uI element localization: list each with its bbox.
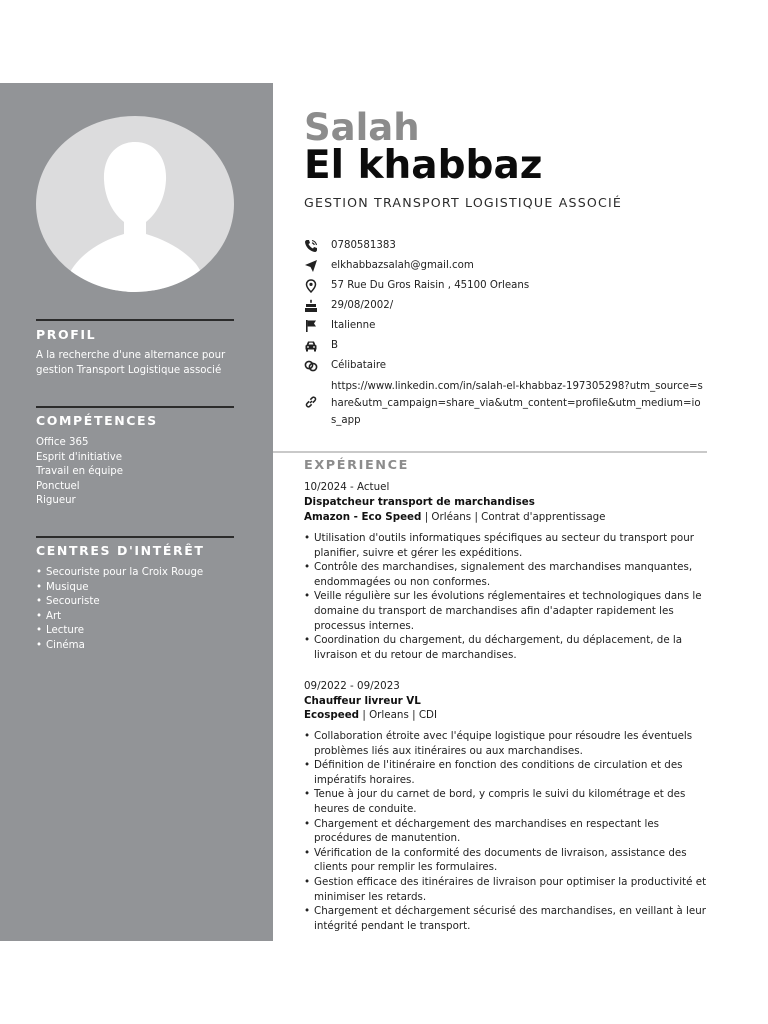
task-item: • Définition de l'itinéraire en fonction des conditions de circulation et des impératifs horaires. [304,758,714,787]
interests-heading: CENTRES D'INTÉRÊT [36,543,205,558]
email-text: elkhabbazsalah@gmail.com [331,260,474,271]
interest-item: • Musique [36,581,203,596]
skill-item: Office 365 [36,437,89,448]
link-icon [304,394,318,408]
job-dates: 10/2024 - Actuel [304,481,390,493]
contact-birthdate [304,297,393,314]
contact-nationality [304,317,375,334]
contact-status [304,357,386,374]
task-item: • Collaboration étroite avec l'équipe logistique pour résoudre les éventuels problèmes liés aux itinéraires ou aux marchandises. [304,729,714,758]
last-name: El khabbaz [304,143,543,188]
profile-heading: PROFIL [36,327,97,342]
send-icon [304,258,318,272]
interest-item: • Secouriste pour la Croix Rouge [36,566,203,581]
nationality-text: Italienne [331,320,376,331]
task-item: • Chargement et déchargement des marchandises en respectant les procédures de manutention. [304,817,714,846]
interest-item: • Secouriste [36,595,203,610]
job-company: Ecospeed [304,709,360,721]
job-tasks [304,531,714,662]
skills-list [36,436,123,509]
status-text: Célibataire [331,360,387,371]
skill-item: Rigueur [36,495,76,507]
job-tasks [304,729,714,933]
flag-icon [304,318,318,332]
first-name: Salah [304,106,420,149]
linkedin-url[interactable]: https://www.linkedin.com/in/salah-el-khabbaz-197305298?utm_source=share&utm_campaign=share_via&utm_content=profile&utm_medium=ios_app [331,381,703,426]
birthdate-text: 29/08/2002/ [331,300,394,311]
skills-heading: COMPÉTENCES [36,413,158,428]
task-item: • Gestion efficace des itinéraires de livraison pour optimiser la productivité et minimiser les retards. [304,875,714,904]
interest-item: • Cinéma [36,639,203,654]
job-dates: 09/2022 - 09/2023 [304,680,400,692]
phone-icon [304,238,318,252]
job-role: Dispatcheur transport de marchandises [304,496,535,508]
task-item: • Chargement et déchargement sécurisé des marchandises, en veillant à leur intégrité pendant le transport. [304,904,714,933]
task-item: • Coordination du chargement, du déchargement, du déplacement, de la livraison et du retour de marchandises. [304,633,714,662]
car-icon [304,338,318,352]
phone-text: 0780581383 [331,240,396,251]
task-item: • Tenue à jour du carnet de bord, y compris le suivi du kilométrage et des heures de conduite. [304,787,714,816]
contact-linkedin[interactable] [304,378,703,429]
location-pin-icon [304,278,318,292]
job-details: | Orléans | Contrat d'apprentissage [421,511,606,523]
interest-item: • Art [36,610,203,625]
profile-divider [36,319,234,321]
cake-icon [304,298,318,312]
skill-item: Esprit d'initiative [36,451,123,463]
address-text: 57 Rue Du Gros Raisin , 45100 Orleans [331,280,530,291]
job-company: Amazon - Eco Speed [304,511,422,523]
skill-item: Travail en équipe [36,466,124,478]
contact-phone[interactable] [304,237,396,254]
job-company-line [304,511,606,523]
task-item: • Veille régulière sur les évolutions réglementaires et technologiques dans le domaine du transport de marchandises afin d'adapter rapidement les processus internes. [304,589,714,633]
task-item: • Vérification de la conformité des documents de livraison, assistance des clients pour remplir les formulaires. [304,846,714,875]
job-details: | Orleans | CDI [359,709,437,721]
experience-heading: EXPÉRIENCE [304,458,409,473]
job-title: GESTION TRANSPORT LOGISTIQUE ASSOCIÉ [304,195,623,210]
task-item: • Contrôle des marchandises, signalement des marchandises manquantes, endommagées ou non conformes. [304,560,714,589]
task-item: • Utilisation d'outils informatiques spécifiques au secteur du transport pour planifier, suivre et gérer les expéditions. [304,531,714,560]
profile-text: A la recherche d'une alternance pour gestion Transport Logistique associé [36,350,226,376]
interest-item: • Lecture [36,624,203,639]
skill-item: Ponctuel [36,480,80,492]
job-role: Chauffeur livreur VL [304,695,421,707]
interests-list [36,566,203,654]
rings-icon [304,358,318,372]
profile-photo [36,116,234,292]
skills-divider [36,406,234,408]
contact-email[interactable] [304,257,474,274]
job-company-line [304,709,437,721]
contact-license [304,337,338,354]
contact-address [304,277,529,294]
interests-divider [36,536,234,538]
license-text: B [331,340,338,351]
experience-divider [273,451,707,453]
